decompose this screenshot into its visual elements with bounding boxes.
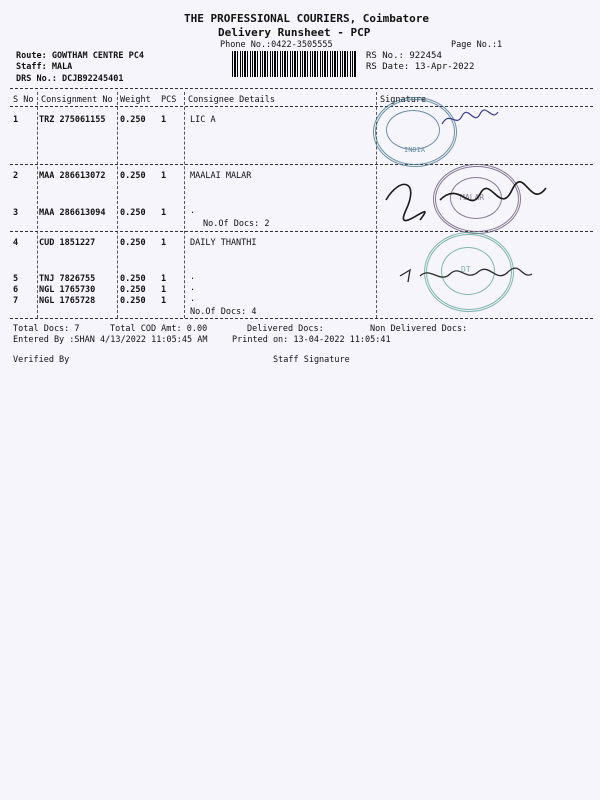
row-pcs: 1 — [161, 296, 167, 306]
entered-by: Entered By :SHAN 4/13/2022 11:05:45 AM — [13, 335, 208, 345]
row-consignment: NGL 1765728 — [39, 296, 96, 306]
row-sno: 6 — [13, 285, 19, 295]
row-pcs: 1 — [161, 274, 167, 284]
staff: Staff: MALA — [16, 62, 73, 72]
printed-on: Printed on: 13-04-2022 11:05:41 — [232, 335, 391, 345]
row-weight: 0.250 — [120, 171, 146, 181]
column-separator — [117, 92, 118, 318]
column-separator — [184, 92, 185, 318]
row-consignment: MAA 286613072 — [39, 171, 106, 181]
row-weight: 0.250 — [120, 115, 146, 125]
signature-scribble — [380, 170, 552, 224]
row-sno: 7 — [13, 296, 19, 306]
row-weight: 0.250 — [120, 285, 146, 295]
total-cod-amount: Total COD Amt: 0.00 — [110, 324, 208, 334]
col-signature-header: Signature — [380, 95, 427, 105]
row-consignment: NGL 1765730 — [39, 285, 96, 295]
row-consignee: LIC A — [190, 115, 216, 125]
col-consignment-header: Consignment No — [41, 95, 113, 105]
drs-number: DRS No.: DCJB92245401 — [16, 74, 124, 84]
row-sno: 5 — [13, 274, 19, 284]
row-sno: 2 — [13, 171, 19, 181]
divider-row — [10, 231, 593, 232]
row-consignee: MAALAI MALAR — [190, 171, 252, 181]
row-sno: 3 — [13, 208, 19, 218]
row-consignment: CUD 1851227 — [39, 238, 96, 248]
divider-header — [10, 106, 593, 107]
row-weight: 0.250 — [120, 296, 146, 306]
col-consignee-header: Consignee Details — [188, 95, 275, 105]
col-sno-header: S No — [13, 95, 34, 105]
row-pcs: 1 — [161, 208, 167, 218]
row-weight: 0.250 — [120, 238, 146, 248]
page-number: Page No.:1 — [451, 40, 503, 50]
row-weight: 0.250 — [120, 274, 146, 284]
stamp-text: MALAR — [460, 193, 485, 202]
docs-count-note: No.Of Docs: 2 — [203, 219, 270, 229]
rs-date: RS Date: 13-Apr-2022 — [366, 62, 475, 72]
row-consignment: TRZ 275061155 — [39, 115, 106, 125]
signature-scribble — [440, 106, 500, 130]
row-consignee: . — [190, 294, 196, 304]
total-docs: Total Docs: 7 — [13, 324, 80, 334]
divider-row — [10, 164, 593, 165]
row-weight: 0.250 — [120, 208, 146, 218]
docs-count-note: No.Of Docs: 4 — [190, 307, 257, 317]
row-consignment: MAA 286613094 — [39, 208, 106, 218]
runsheet-title: Delivery Runsheet - PCP — [218, 26, 371, 39]
stamp-text: DT — [461, 265, 471, 274]
row-pcs: 1 — [161, 115, 167, 125]
company-name: THE PROFESSIONAL COURIERS, Coimbatore — [184, 12, 430, 25]
divider-top — [10, 88, 593, 89]
row-consignee: . — [190, 283, 196, 293]
row-consignee: DAILY THANTHI — [190, 238, 257, 248]
rs-number: RS No.: 922454 — [366, 51, 442, 61]
col-pcs-header: PCS — [161, 95, 177, 105]
row-pcs: 1 — [161, 238, 167, 248]
row-sno: 1 — [13, 115, 19, 125]
stamp-text: INDIA — [404, 146, 426, 154]
row-pcs: 1 — [161, 285, 167, 295]
row-consignment: TNJ 7826755 — [39, 274, 96, 284]
route: Route: GOWTHAM CENTRE PC4 — [16, 51, 144, 61]
row-sno: 4 — [13, 238, 19, 248]
non-delivered-docs: Non Delivered Docs: — [370, 324, 468, 334]
row-pcs: 1 — [161, 171, 167, 181]
col-weight-header: Weight — [120, 95, 151, 105]
row-consignee: . — [190, 206, 196, 216]
verified-by-label: Verified By — [13, 355, 70, 365]
signature-scribble — [396, 262, 536, 288]
delivered-docs: Delivered Docs: — [247, 324, 324, 334]
phone-number: Phone No.:0422-3505555 — [220, 40, 333, 50]
column-separator — [37, 92, 38, 318]
row-consignee: . — [190, 272, 196, 282]
divider-bottom — [10, 318, 593, 319]
staff-signature-label: Staff Signature — [273, 355, 350, 365]
barcode — [232, 51, 356, 77]
